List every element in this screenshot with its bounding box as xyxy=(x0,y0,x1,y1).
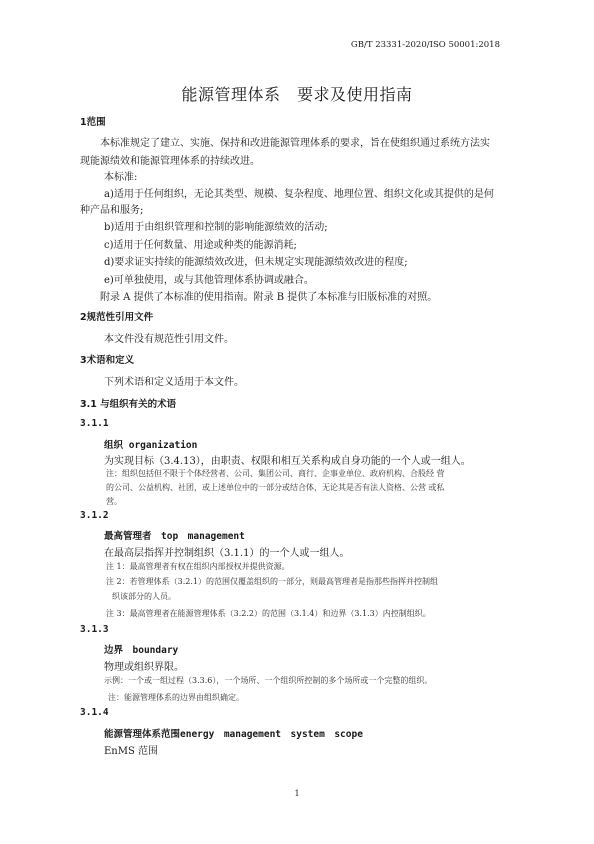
term-definition: 在最高层指挥并控制组织（3.1.1）的一个人或一组人。 xyxy=(104,548,350,559)
term-note: 注 2：若管理体系（3.2.1）的范围仅覆盖组织的一部分，则最高管理者是指那些指挥并控制组 xyxy=(106,577,438,586)
term-number: 3.1.4 xyxy=(80,707,109,718)
term-note: 注：能源管理体系的边界由组织确定。 xyxy=(108,693,244,702)
list-item-e: e)可单独使用，或与其他管理体系协调或融合。 xyxy=(104,275,314,286)
term-note: 营。 xyxy=(106,497,122,506)
term-name: 能源管理体系范围energy management system scope xyxy=(104,729,363,740)
term-name: 边界 boundary xyxy=(104,645,179,656)
term-definition: EnMS 范围 xyxy=(104,746,159,757)
term-note: 注：组织包括但不限于个体经营者、公司、集团公司、商行、企事业单位、政府机构、合股经 营 xyxy=(106,469,445,478)
list-item-b: b)适用于由组织管理和控制的影响能源绩效的活动; xyxy=(104,222,328,233)
paragraph-line: 本标准: xyxy=(104,172,138,183)
page-title: 能源管理体系 要求及使用指南 xyxy=(181,85,413,104)
paragraph-line: 下列术语和定义适用于本文件。 xyxy=(104,377,244,388)
list-item-c: c)适用于任何数量、用途或种类的能源消耗; xyxy=(104,240,297,251)
term-definition: 为实现目标（3.4.13），由职责、权限和相互关系构成自身功能的一个人或一组人。 xyxy=(104,456,471,467)
list-item-d: d)要求证实持续的能源绩效改进，但未规定实现能源绩效改进的程度; xyxy=(104,257,408,268)
list-item-a: a)适用于任何组织，无论其类型、规模、复杂程度、地理位置、组织文化或其提供的是何 xyxy=(104,189,494,200)
term-number: 3.1.1 xyxy=(80,418,109,429)
term-note: 的公司、公益机构、社团，或上述单位中的一部分或结合体，无论其是否有法人资格、公营 或私 xyxy=(106,483,445,492)
term-number: 3.1.2 xyxy=(80,510,109,521)
section-1-heading: 1范围 xyxy=(80,117,106,128)
term-note: 织该部分的人员。 xyxy=(112,592,176,601)
paragraph-line: 现能源绩效和能源管理体系的持续改进。 xyxy=(80,156,260,167)
paragraph-line: 本标准规定了建立、实施、保持和改进能源管理体系的要求，旨在使组织通过系统方法实 xyxy=(100,138,490,149)
section-2-heading: 2规范性引用文件 xyxy=(80,312,154,323)
term-note: 注 1：最高管理者有权在组织内部授权并提供资源。 xyxy=(106,562,290,571)
subsection-3-1-heading: 3.1 与组织有关的术语 xyxy=(80,399,177,410)
paragraph-line: 本文件没有规范性引用文件。 xyxy=(104,334,234,345)
standard-number: GB/T 23331-2020/ISO 50001:2018 xyxy=(350,40,500,50)
page-number: 1 xyxy=(294,789,300,798)
term-name: 组织 organization xyxy=(104,440,198,451)
annex-note: 附录 A 提供了本标准的使用指南。附录 B 提供了本标准与旧版标准的对照。 xyxy=(100,292,438,303)
term-example: 示例：一个或一组过程（3.3.6），一个场所、一个组织所控制的多个场所或一个完整的组织。 xyxy=(104,676,433,685)
list-item-a-cont: 种产品和服务; xyxy=(80,205,144,216)
term-note: 注 3：最高管理者在能源管理体系（3.2.2）的范围（3.1.4）和边界（3.1.3）内控制组织。 xyxy=(106,609,431,618)
term-name: 最高管理者 top management xyxy=(104,531,245,542)
section-3-heading: 3术语和定义 xyxy=(80,355,135,366)
term-number: 3.1.3 xyxy=(80,624,109,635)
term-definition: 物理或组织界限。 xyxy=(104,662,184,673)
